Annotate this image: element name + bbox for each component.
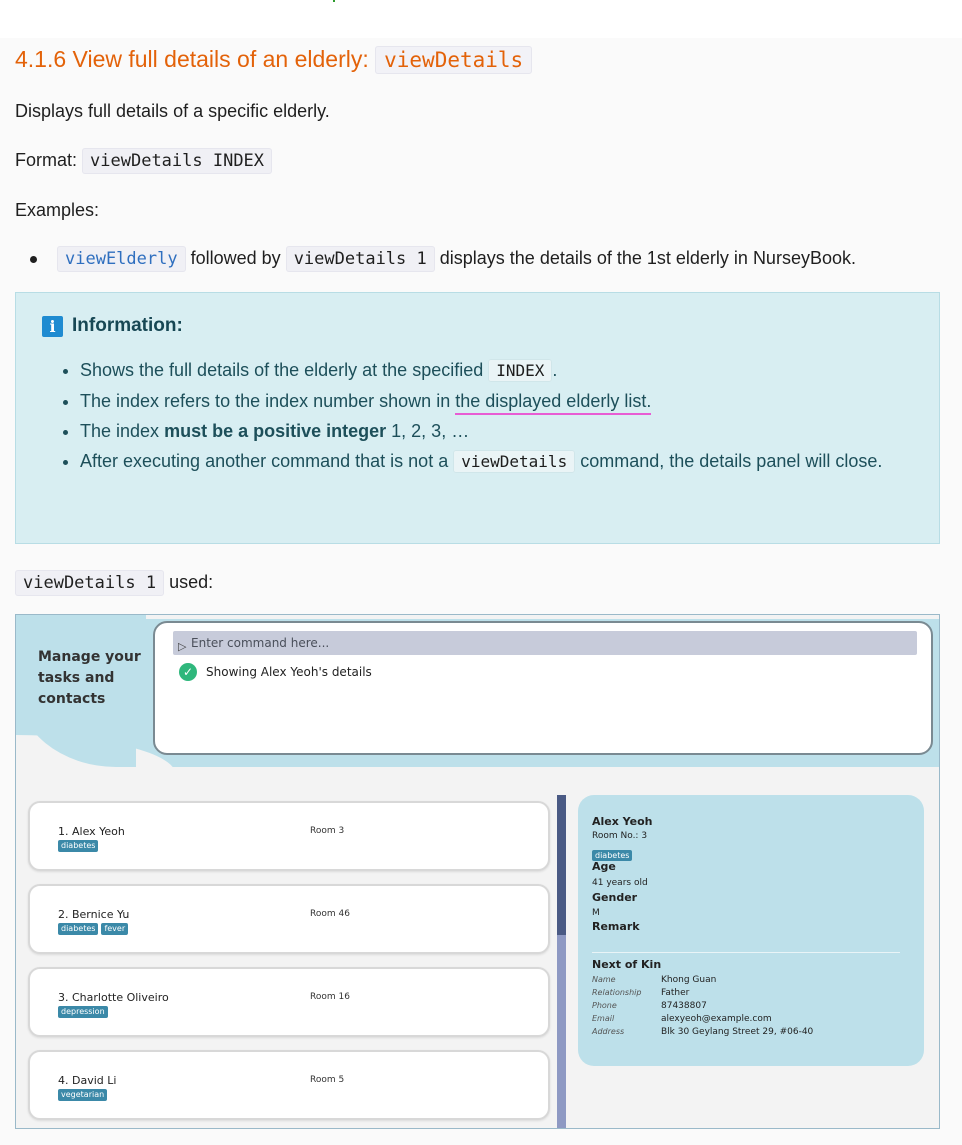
- details-panel: [578, 795, 924, 1066]
- nok-label: Phone: [592, 1001, 617, 1010]
- age-heading: Age: [592, 860, 616, 873]
- used-text: used:: [169, 572, 214, 592]
- caret-icon: ▷: [178, 640, 187, 653]
- elderly-card[interactable]: [28, 1050, 550, 1120]
- nok-label: Name: [592, 975, 616, 984]
- info-text: 1, 2, 3, …: [391, 421, 470, 441]
- elderly-card[interactable]: [28, 884, 550, 954]
- info-text: command, the details panel will close.: [580, 451, 883, 471]
- used-code: viewDetails 1: [15, 570, 164, 596]
- elderly-name: 2. Bernice Yu: [58, 908, 130, 921]
- elderly-room: Room 16: [310, 992, 350, 1002]
- gender-heading: Gender: [592, 891, 638, 904]
- decorative-dot: [333, 0, 335, 2]
- nok-label: Relationship: [592, 988, 642, 997]
- nok-label: Address: [592, 1027, 625, 1036]
- format-line: [15, 147, 272, 174]
- nok-value: alexyeoh@example.com: [661, 1014, 772, 1024]
- heading-code: viewDetails: [375, 46, 532, 74]
- tag-badge: vegetarian: [58, 1089, 107, 1101]
- elderly-name: 3. Charlotte Oliveiro: [58, 991, 169, 1004]
- elderly-card[interactable]: [28, 801, 550, 871]
- command-box: [153, 621, 933, 755]
- top-strip: [0, 0, 962, 38]
- info-code: INDEX: [488, 359, 552, 382]
- examples-label: Examples:: [15, 200, 100, 220]
- tag-badge: diabetes: [58, 923, 98, 935]
- bullet-dot: [30, 256, 37, 263]
- elderly-name: 1. Alex Yeoh: [58, 825, 125, 838]
- status-text: Showing Alex Yeoh's details: [206, 665, 372, 679]
- tag-badge: diabetes: [592, 850, 632, 861]
- nok-value: 87438807: [661, 1001, 707, 1011]
- info-icon: i: [42, 316, 63, 337]
- section-heading: [15, 42, 532, 77]
- app-header-gap: [146, 615, 940, 619]
- command-placeholder: Enter command here...: [191, 636, 330, 650]
- info-text: After executing another command that is not a: [80, 451, 449, 471]
- displayed-list-highlight: the displayed elderly list.: [455, 391, 651, 415]
- command-input[interactable]: [173, 631, 917, 655]
- tag-badge: depression: [58, 1006, 108, 1018]
- example-rest: displays the details of the 1st elderly in NurseyBook.: [439, 248, 856, 268]
- format-code: viewDetails INDEX: [82, 148, 272, 174]
- scrollbar-thumb[interactable]: [557, 795, 566, 935]
- elderly-name: 4. David Li: [58, 1074, 117, 1087]
- check-icon: ✓: [179, 663, 197, 681]
- remark-heading: Remark: [592, 920, 640, 933]
- nok-value: Blk 30 Geylang Street 29, #06-40: [661, 1027, 814, 1037]
- elderly-card[interactable]: [28, 967, 550, 1037]
- divider: [592, 952, 900, 953]
- info-text: .: [552, 360, 558, 380]
- info-text: Shows the full details of the elderly at the specified: [80, 360, 484, 380]
- info-item: [80, 386, 916, 416]
- manage-label: Manage your tasks and contacts: [38, 649, 141, 707]
- info-code: viewDetails: [453, 450, 575, 473]
- elderly-room: Room 5: [310, 1075, 345, 1085]
- info-text: The index: [80, 421, 160, 441]
- age-value: 41 years old: [592, 878, 648, 888]
- heading-text: 4.1.6 View full details of an elderly:: [15, 46, 369, 72]
- info-item: [80, 416, 916, 446]
- tag-badge: diabetes: [58, 840, 98, 852]
- info-item: [80, 355, 916, 386]
- info-header: [42, 315, 183, 337]
- info-title: Information:: [72, 315, 183, 336]
- elderly-room: Room 46: [310, 909, 350, 919]
- info-bold: must be a positive integer: [164, 421, 387, 441]
- detail-room: Room No.: 3: [592, 831, 648, 841]
- viewelderly-link[interactable]: viewElderly: [57, 246, 186, 272]
- result-display: [179, 663, 372, 681]
- info-list: [56, 355, 916, 477]
- nok-label: Email: [592, 1014, 615, 1023]
- example-mid: followed by: [190, 248, 281, 268]
- app-screenshot: [15, 614, 940, 1129]
- nok-value: Father: [661, 988, 690, 998]
- info-text: The index refers to the index number shown in: [80, 391, 451, 411]
- detail-name: Alex Yeoh: [592, 815, 653, 828]
- used-line: [15, 569, 213, 596]
- nok-heading: Next of Kin: [592, 958, 662, 971]
- format-label: Format:: [15, 150, 78, 170]
- gender-value: M: [592, 908, 600, 918]
- nok-value: Khong Guan: [661, 975, 717, 985]
- example-item: [30, 245, 856, 272]
- example-code: viewDetails 1: [286, 246, 435, 272]
- info-box: [15, 292, 940, 544]
- description: Displays full details of a specific elderly.: [15, 101, 330, 121]
- info-item: [80, 446, 916, 477]
- tag-badge: fever: [101, 923, 128, 935]
- elderly-room: Room 3: [310, 826, 345, 836]
